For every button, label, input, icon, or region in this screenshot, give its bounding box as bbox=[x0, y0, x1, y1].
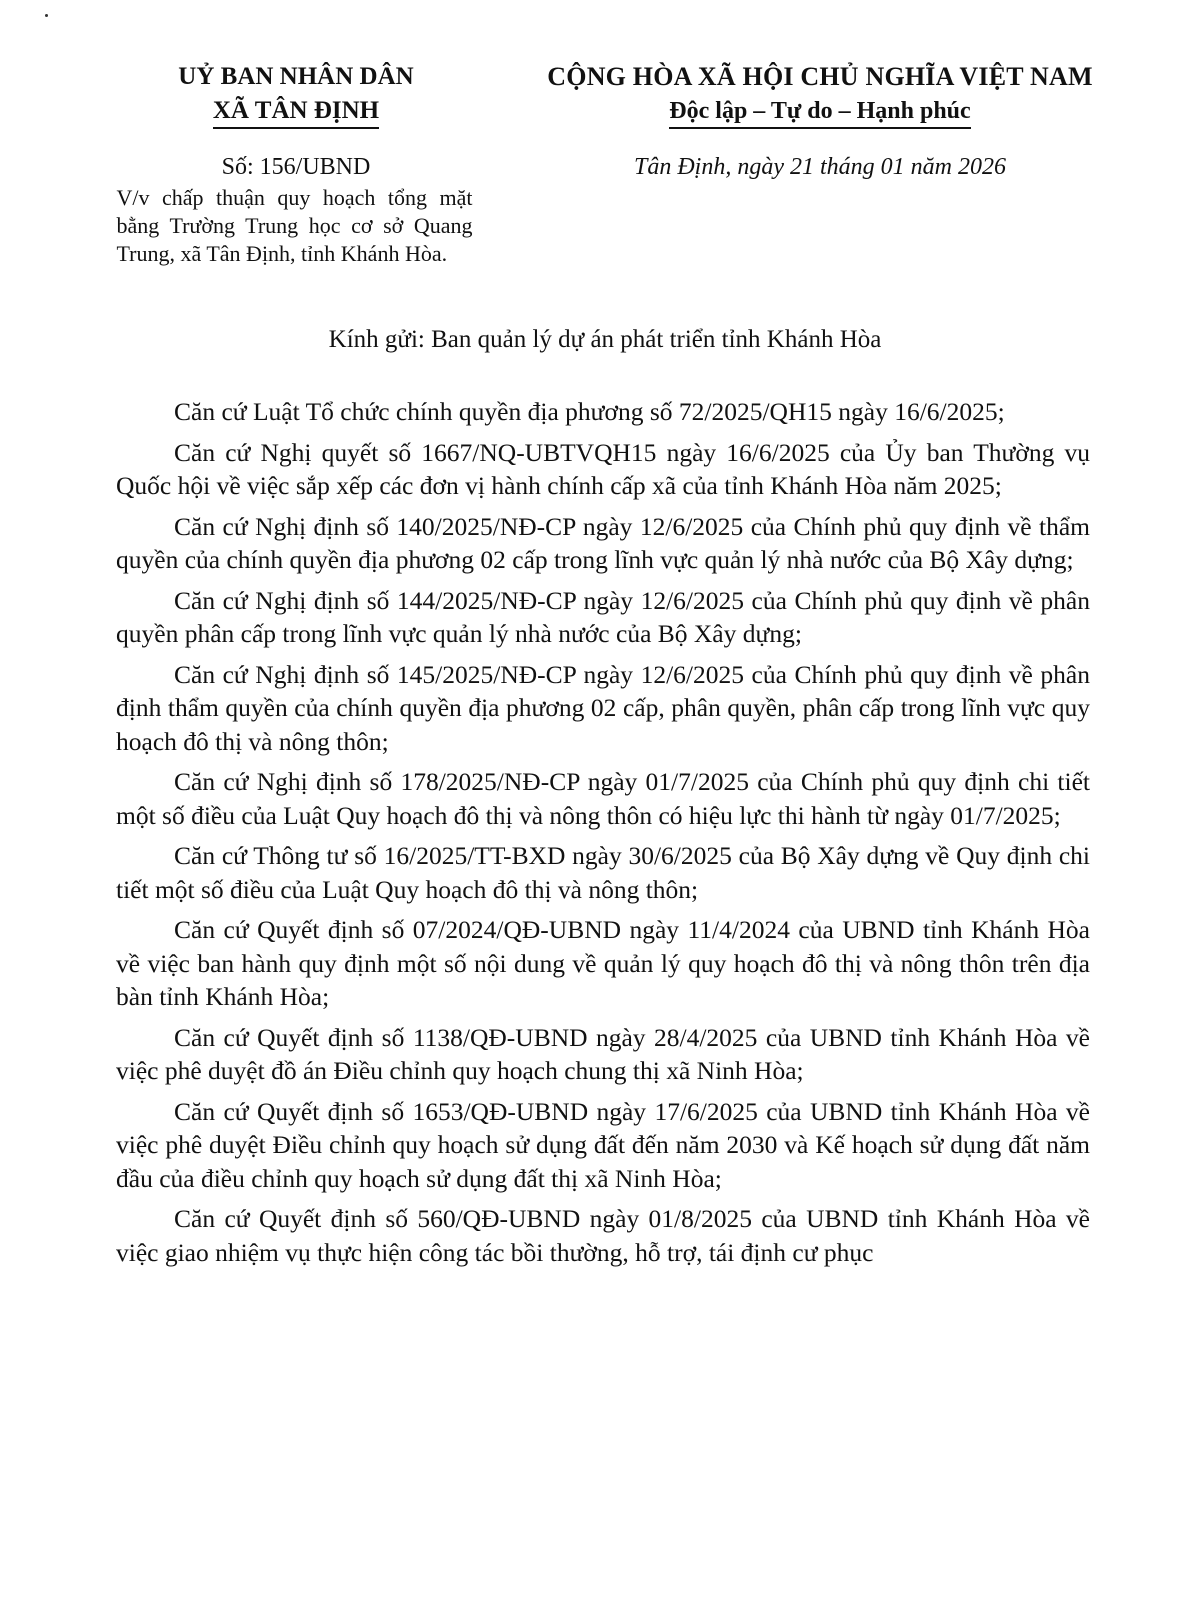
legal-basis-paragraph: Căn cứ Quyết định số 07/2024/QĐ-UBND ngày 11/4/2024 của UBND tỉnh Khánh Hòa về việc ban hành quy định một số nội dung về quản lý quy hoạch đô thị và nông thôn trên địa bàn tỉnh Khánh Hòa; bbox=[116, 915, 1090, 1011]
issuer-subname: XÃ TÂN ĐỊNH bbox=[213, 94, 379, 128]
scan-speck bbox=[45, 14, 48, 17]
document-body bbox=[116, 395, 1090, 1276]
legal-basis-paragraph: Căn cứ Thông tư số 16/2025/TT-BXD ngày 30/6/2025 của Bộ Xây dựng về Quy định chi tiết một số điều của Luật Quy hoạch đô thị và nông thôn; bbox=[116, 841, 1090, 904]
document-subject: V/v chấp thuận quy hoạch tổng mặt bằng Trường Trung học cơ sở Quang Trung, xã Tân Định, tỉnh Khánh Hòa. bbox=[116, 185, 473, 266]
legal-basis-paragraph: Căn cứ Quyết định số 1653/QĐ-UBND ngày 17/6/2025 của UBND tỉnh Khánh Hòa về việc phê duyệt Điều chỉnh quy hoạch sử dụng đất đến năm 2030 và Kế hoạch sử dụng đất năm đầu của điều chỉnh quy hoạch sử dụng đất thị xã Ninh Hòa; bbox=[116, 1096, 1090, 1193]
issuer-name: UỶ BAN NHÂN DÂN bbox=[178, 63, 414, 90]
national-title: CỘNG HÒA XÃ HỘI CHỦ NGHĨA VIỆT NAM bbox=[547, 62, 1093, 91]
legal-basis-paragraph: Căn cứ Nghị định số 178/2025/NĐ-CP ngày 01/7/2025 của Chính phủ quy định chi tiết một số điều của Luật Quy hoạch đô thị và nông thôn có hiệu lực thi hành từ ngày 01/7/2025; bbox=[116, 767, 1090, 830]
recipient-line: Kính gửi: Ban quản lý dự án phát triển tỉnh Khánh Hòa bbox=[328, 326, 882, 353]
national-title-block bbox=[500, 60, 1140, 182]
legal-basis-paragraph: Căn cứ Quyết định số 1138/QĐ-UBND ngày 28/4/2025 của UBND tỉnh Khánh Hòa về việc phê duyệt đồ án Điều chỉnh quy hoạch chung thị xã Ninh Hòa; bbox=[116, 1022, 1090, 1085]
legal-basis-paragraph: Căn cứ Nghị định số 140/2025/NĐ-CP ngày 12/6/2025 của Chính phủ quy định về thẩm quyền của chính quyền địa phương 02 cấp trong lĩnh vực quản lý nhà nước của Bộ Xây dựng; bbox=[116, 511, 1090, 574]
legal-basis-paragraph: Căn cứ Nghị định số 144/2025/NĐ-CP ngày 12/6/2025 của Chính phủ quy định về phân quyền phân cấp trong lĩnh vực quản lý nhà nước của Bộ Xây dựng; bbox=[116, 585, 1090, 648]
issuer-block bbox=[116, 60, 476, 268]
national-motto: Độc lập – Tự do – Hạnh phúc bbox=[669, 94, 970, 128]
legal-basis-paragraph: Căn cứ Nghị quyết số 1667/NQ-UBTVQH15 ngày 16/6/2025 của Ủy ban Thường vụ Quốc hội về việc sắp xếp các đơn vị hành chính cấp xã của tỉnh Khánh Hòa năm 2025; bbox=[116, 437, 1090, 500]
place-date: Tân Định, ngày 21 tháng 01 năm 2026 bbox=[634, 154, 1006, 180]
legal-basis-paragraph: Căn cứ Luật Tổ chức chính quyền địa phương số 72/2025/QH15 ngày 16/6/2025; bbox=[174, 397, 1005, 426]
legal-basis-paragraph: Căn cứ Nghị định số 145/2025/NĐ-CP ngày 12/6/2025 của Chính phủ quy định về phân định thẩm quyền của chính quyền địa phương 02 cấp, phân quyền, phân cấp trong lĩnh vực quy hoạch đô thị và nông thôn; bbox=[116, 659, 1090, 756]
document-number: Số: 156/UBND bbox=[221, 154, 371, 180]
legal-basis-paragraph: Căn cứ Quyết định số 560/QĐ-UBND ngày 01/8/2025 của UBND tỉnh Khánh Hòa về việc giao nhiệm vụ thực hiện công tác bồi thường, hỗ trợ, tái định cư phục bbox=[116, 1204, 1090, 1267]
